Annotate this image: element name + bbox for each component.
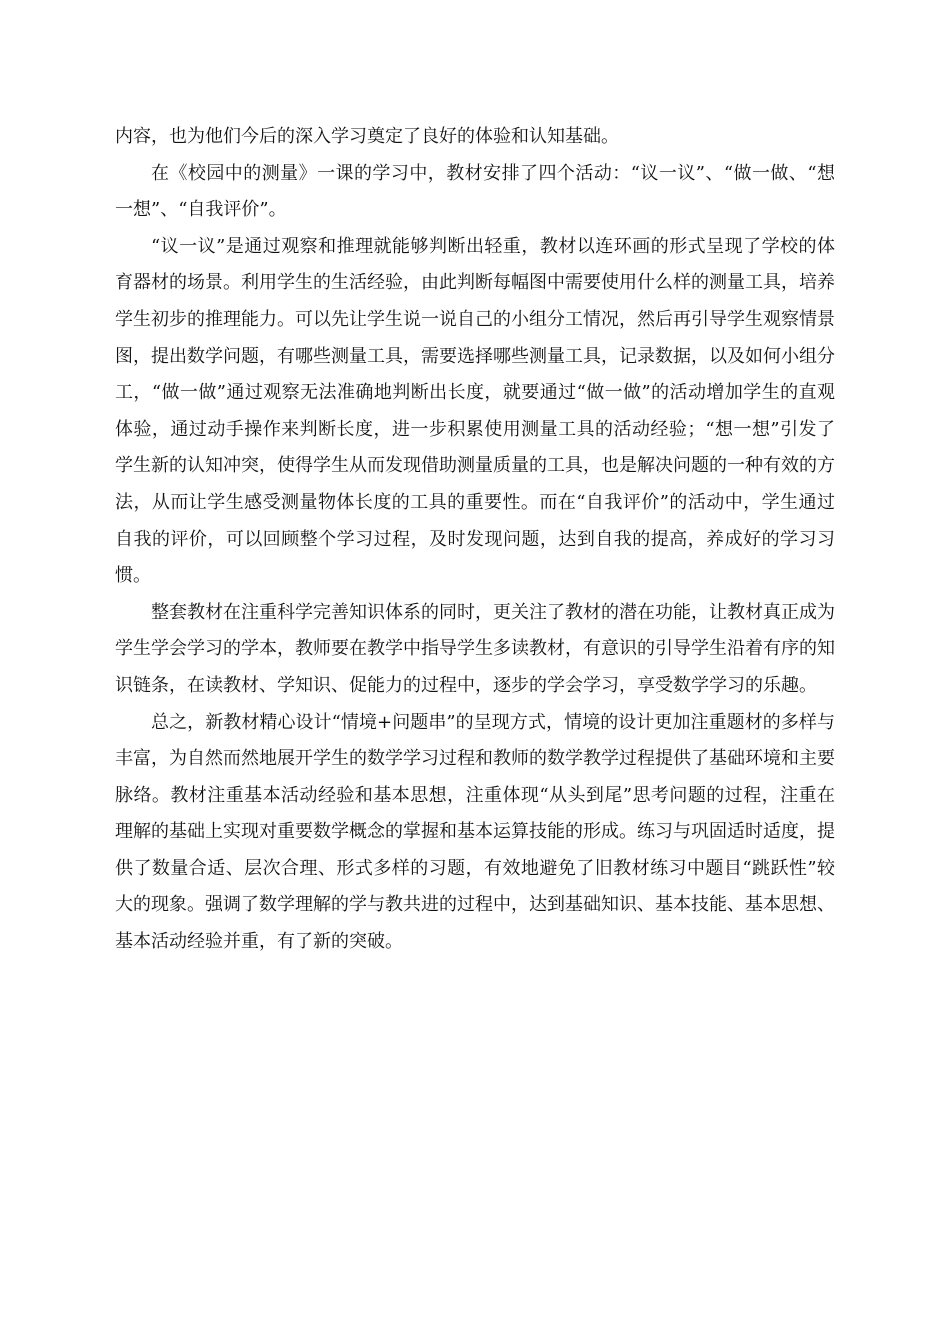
paragraph-discuss-activity: “议一议”是通过观察和推理就能够判断出轻重，教材以连环画的形式呈现了学校的体育器材的场景。利用学生的生活经验，由此判断每幅图中需要使用什么样的测量工具，培养学生初步的推理能力。可以先让学生说一说自己的小组分工情况，然后再引导学生观察情景图，提出数学问题，有哪些测量工具，需要选择哪些测量工具，记录数据，以及如何小组分工，“做一做”通过观察无法准确地判断出长度，就要通过“做一做”的活动增加学生的直观体验，通过动手操作来判断长度，进一步积累使用测量工具的活动经验；“想一想”引发了学生新的认知冲突，使得学生从而发现借助测量质量的工具，也是解决问题的一种有效的方法，从而让学生感受测量物体长度的工具的重要性。而在“自我评价”的活动中，学生通过自我的评价，可以回顾整个学习过程，及时发现问题，达到自我的提高，养成好的学习习惯。 [115,235,835,587]
paragraph-textbook-function: 整套教材在注重科学完善知识体系的同时，更关注了教材的潜在功能，让教材真正成为学生学会学习的学本，教师要在教学中指导学生多读教材，有意识的引导学生沿着有序的知识链条，在读教材、学知识、促能力的过程中，逐步的学会学习，享受数学学习的乐趣。 [115,601,835,696]
paragraph-conclusion: 总之，新教材精心设计“情境+问题串”的呈现方式，情境的设计更加注重题材的多样与丰富，为自然而然地展开学生的数学学习过程和教师的数学教学过程提供了基础环境和主要脉络。教材注重基本活动经验和基本思想，注重体现“从头到尾”思考问题的过程，注重在理解的基础上实现对重要数学概念的掌握和基本运算技能的形成。练习与巩固适时适度，提供了数量合适、层次合理、形式多样的习题，有效地避免了旧教材练习中题目“跳跃性”较大的现象。强调了数学理解的学与教共进的过程中，达到基础知识、基本技能、基本思想、基本活动经验并重，有了新的突破。 [115,711,835,953]
paragraph-activities-intro: 在《校园中的测量》一课的学习中，教材安排了四个活动：“议一议”、“做一做、“想一想”、“自我评价”。 [115,162,835,221]
paragraph-continuation: 内容，也为他们今后的深入学习奠定了良好的体验和认知基础。 [115,126,619,147]
document-body [115,119,835,961]
